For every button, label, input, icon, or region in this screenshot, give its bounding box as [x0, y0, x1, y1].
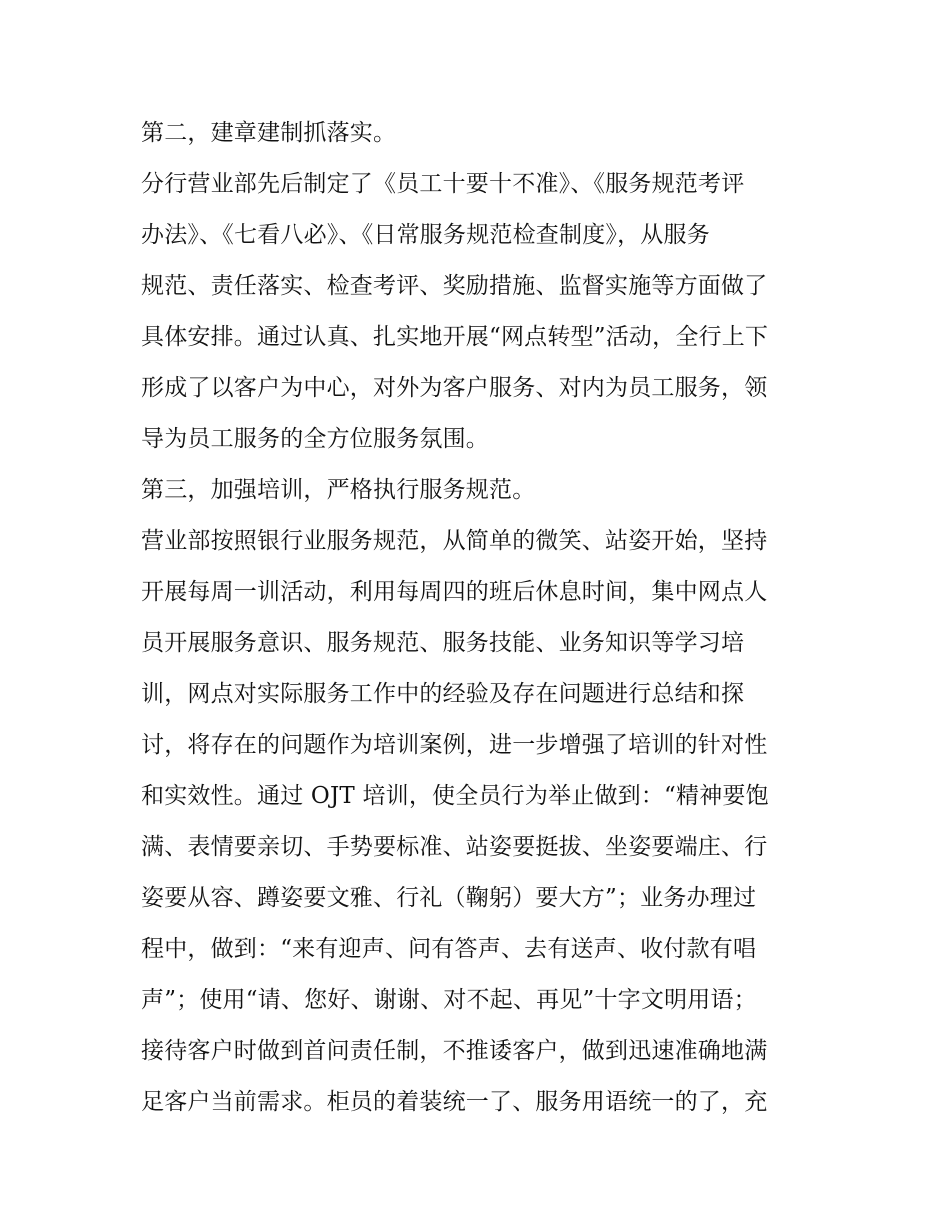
text-line: 开展每周一训活动，利用每周四的班后休息时间，集中网点人: [141, 579, 768, 605]
text-line: 营业部按照银行业服务规范，从简单的微笑、站姿开始，坚持: [141, 528, 768, 554]
text-line: 和实效性。通过 OJT 培训，使全员行为举止做到：“精神要饱: [141, 783, 769, 809]
text-line: 姿要从容、蹲姿要文雅、行礼（鞠躬）要大方”；业务办理过: [141, 885, 757, 911]
text-line: 讨，将存在的问题作为培训案例，进一步增强了培训的针对性: [141, 732, 768, 758]
text-line: 规范、责任落实、检查考评、奖励措施、监督实施等方面做了: [141, 273, 768, 299]
text-line: 办法》、《七看八必》、《日常服务规范检查制度》，从服务: [141, 222, 710, 248]
text-line: 具体安排。通过认真、扎实地开展“网点转型”活动，全行上下: [141, 324, 769, 350]
text-line: 员开展服务意识、服务规范、服务技能、业务知识等学习培: [141, 630, 745, 656]
section-heading-3: 第三，加强培训，严格执行服务规范。: [141, 477, 536, 503]
text-line: 训，网点对实际服务工作中的经验及存在问题进行总结和探: [141, 681, 745, 707]
text-line: 程中，做到：“来有迎声、问有答声、去有送声、收付款有唱: [141, 936, 757, 962]
document-text: [141, 108, 821, 1128]
text-line: 足客户当前需求。柜员的着装统一了、服务用语统一的了，充: [141, 1089, 768, 1115]
text-line: 满、表情要亲切、手势要标准、站姿要挺拔、坐姿要端庄、行: [141, 834, 768, 860]
section-heading-2: 第二，建章建制抓落实。: [141, 120, 397, 146]
text-line: 导为员工服务的全方位服务氛围。: [141, 426, 489, 452]
text-line: 形成了以客户为中心，对外为客户服务、对内为员工服务，领: [141, 375, 768, 401]
text-line: 接待客户时做到首问责任制，不推诿客户，做到迅速准确地满: [141, 1038, 768, 1064]
text-line: 声”；使用“请、您好、谢谢、对不起、再见”十字文明用语；: [141, 987, 757, 1013]
text-line: 分行营业部先后制定了《员工十要十不准》、《服务规范考评: [141, 171, 745, 197]
